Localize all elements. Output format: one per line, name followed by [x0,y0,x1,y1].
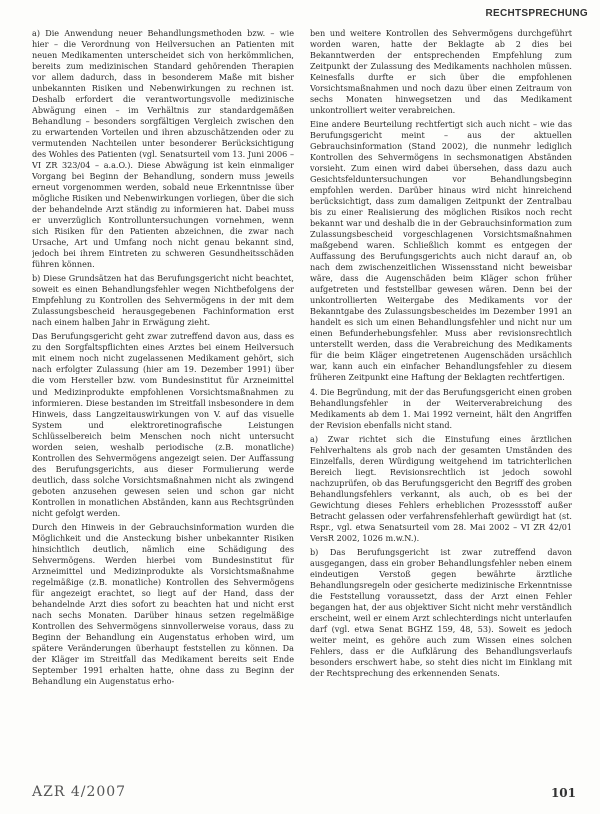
section-header: RECHTSPRECHUNG [485,8,588,19]
paragraph: b) Diese Grundsätzen hat das Berufungsgericht nicht beachtet, soweit es einen Behandlungsfehler wegen Nichtbefolgens der Empfehlung zu Kontrollen des Sehvermögens in der mit dem Zulassungsbescheid herausgegebenen Fachinformation erst nach einem halben Jahr in Erwägung zieht. [32,273,294,328]
paragraph: Das Berufungsgericht geht zwar zutreffend davon aus, dass es zu den Sorgfaltspflichten eines Arztes bei einem Heilversuch mit einem noch nicht zugelassenen Medikament gehört, sich nach erfolgter Zulassung (hier am 19. Dezember 1991) über die vom Hersteller bzw. vom Bundesinstitut für Arzneimittel und Medizinprodukte empfohlenen Vorsichtsmaßnahmen zu informieren. Diese bestanden im Streitfall insbesondere in dem Hinweis, dass Langzeitauswirkungen von V. auf das visuelle System und elektroretinografische Leistungen Schlüsselbereich beim Menschen noch nicht untersucht worden seien, weshalb periodische (z.B. monatliche) Kontrollen des Sehvermögens angezeigt seien. Der Auffassung des Berufungsgerichts, aus dieser Formulierung werde deutlich, dass solche Vorsichtsmaßnahmen nicht als zwingend geboten anzusehen gewesen seien und schon gar nicht Kontrollen in monatlichen Abständen, kann aus Rechtsgründen nicht gefolgt werden. [32,331,294,518]
paragraph: b) Das Berufungsgericht ist zwar zutreffend davon ausgegangen, dass ein grober Behandlungsfehler neben einem eindeutigen Verstoß gegen bewährte ärztliche Behandlungsregeln oder gesicherte medizinische Erkenntnisse die Feststellung voraussetzt, dass der Arzt einen Fehler begangen hat, der aus objektiver Sicht nicht mehr verständlich erscheint, weil er einem Arzt schlechterdings nicht unterlaufen darf (vgl. etwa Senat BGHZ 159, 48, 53). Soweit es jedoch weiter meint, es gehöre auch zum Wissen eines solchen Fehlers, dass er die Aufklärung des Behandlungsverlaufs besonders erschwert habe, so steht dies nicht im Einklang mit der Rechtsprechung des erkennenden Senats. [310,546,572,678]
paragraph: Eine andere Beurteilung rechtfertigt sich auch nicht – wie das Berufungsgericht meint – aus der aktuellen Gebrauchsinformation (Stand 2002), die nunmehr lediglich Kontrollen des Sehvermögens in sechsmonatigen Abständen vorsieht. Zum einen wird dabei übersehen, dass dazu auch Gesichtsfelduntersuchungen vor Behandlungsbeginn empfohlen werden. Darüber hinaus wird nicht hinreichend berücksichtigt, dass zum damaligen Zeitpunkt der Zentralbau bis zu einer Realisierung des möglichen Risikos noch recht bekannt war und deshalb die in der Gebrauchsinformation zum Zulassungsbescheid vorgeschlagenen Vorsichtsmaßnahmen maßgebend waren. Schließlich kommt es entgegen der Auffassung des Berufungsgerichts auch nicht darauf an, ob nach dem zwischenzeitlichen Wissensstand nicht beweisbar wäre, dass die Augenschäden beim Kläger schon früher aufgetreten und feststellbar gewesen wären. Denn bei der unkontrollierten Weitergabe des Medikaments vor der Bekanntgabe des Zulassungsbescheides im Dezember 1991 an handelt es sich um einen Behandlungsfehler und nicht nur um einen Befunderhebungsfehler. Muss aber revisionsrechtlich unterstellt werden, dass die Verabreichung des Medikaments für die beim Kläger eingetretenen Augenschäden ursächlich war, kann auch ein einfacher Behandlungsfehler zu diesem früheren Zeitpunkt eine Haftung der Beklagten rechtfertigen. [310,119,572,383]
paragraph: 4. Die Begründung, mit der das Berufungsgericht einen groben Behandlungsfehler in der Weiterverabreichung des Medikaments ab dem 1. Mai 1992 verneint, hält den Angriffen der Revision ebenfalls nicht stand. [310,386,572,430]
left-column [32,28,294,774]
paragraph: a) Zwar richtet sich die Einstufung eines ärztlichen Fehlverhaltens als grob nach der gesamten Umständen des Einzelfalls, deren Würdigung weitgehend im tatrichterlichen Bereich liegt. Revisionsrechtlich ist jedoch sowohl nachzuprüfen, ob das Berufungsgericht den Begriff des groben Behandlungsfehlers verkannt, als auch, ob es bei der Gewichtung dieses Fehlers erheblichen Prozessstoff außer Betracht gelassen oder verfahrensfehlerhaft gewürdigt hat (st. Rspr., vgl. etwa Senatsurteil vom 28. Mai 2002 – VI ZR 42/01 VersR 2002, 1026 m.w.N.). [310,433,572,543]
page-number: 101 [550,786,576,800]
paragraph: Durch den Hinweis in der Gebrauchsinformation wurden die Möglichkeit und die Ansteckung bisher unbekannter Risiken hinsichtlich deutlich, nämlich eine Schädigung des Sehvermögens. Werden hierbei vom Bundesinstitut für Arzneimittel und Medizinprodukte als Vorsichtsmaßnahme regelmäßige (z.B. monatliche) Kontrollen des Sehvermögens für angezeigt erachtet, so liegt auf der Hand, dass der behandelnde Arzt dies sofort zu beachten hat und nicht erst nach sechs Monaten. Darüber hinaus setzen regelmäßige Kontrollen des Sehvermögens sinnvollerweise voraus, dass zu Beginn der Behandlung ein Augenstatus erhoben wird, um spätere Veränderungen überhaupt feststellen zu können. Da der Kläger im Streitfall das Medikament bereits seit Ende September 1991 erhalten hatte, ohne dass zu Beginn der Behandlung ein Augenstatus erho- [32,521,294,686]
text-columns [0,28,600,774]
paragraph: a) Die Anwendung neuer Behandlungsmethoden bzw. – wie hier – die Verordnung von Heilversuchen an Patienten mit neuen Medikamenten unterscheidet sich von herkömmlichen, bereits zum medizinischen Standard gehörenden Therapien vor allem dadurch, dass in besonderem Maße mit bisher unbekannten Risiken und Nebenwirkungen zu rechnen ist. Deshalb erfordert die verantwortungsvolle medizinische Abwägung einen – im Verhältnis zur standardgemäßen Behandlung – besonders sorgfältigen Vergleich zwischen den zu erwartenden Vorteilen und ihren abzuschätzenden oder zu vermutenden Nachteilen unter besonderer Berücksichtigung des Wohles des Patienten (vgl. Senatsurteil vom 13. Juni 2006 – VI ZR 323/04 – a.a.O.). Diese Abwägung ist kein einmaliger Vorgang bei Beginn der Behandlung, sondern muss jeweils erneut vorgenommen werden, sobald neue Erkenntnisse über mögliche Risiken und Nebenwirkungen vorliegen, über die sich der behandelnde Arzt ständig zu informieren hat. Dabei muss er unverzüglich Kontrolluntersuchungen vornehmen, wenn sich Risiken für den Patienten abzeichnen, die zwar nach Ursache, Art und Umfang noch nicht genau bekannt sind, jedoch bei ihrem Eintreten zu schweren Gesundheitsschäden führen können. [32,28,294,270]
paragraph: ben und weitere Kontrollen des Sehvermögens durchgeführt worden waren, hatte der Beklagte ab 2 dies bei Bekanntwerden der entsprechenden Empfehlung zum Zeitpunkt der Zulassung des Medikaments nachholen müssen. Keinesfalls durfte er sich über die empfohlenen Vorsichtsmaßnahmen und noch dazu über einen Zeitraum von sechs Monaten hinwegsetzen und das Medikament unkontrolliert weiter verabreichen. [310,28,572,116]
right-column [310,28,572,774]
journal-issue: AZR 4/2007 [32,784,127,800]
